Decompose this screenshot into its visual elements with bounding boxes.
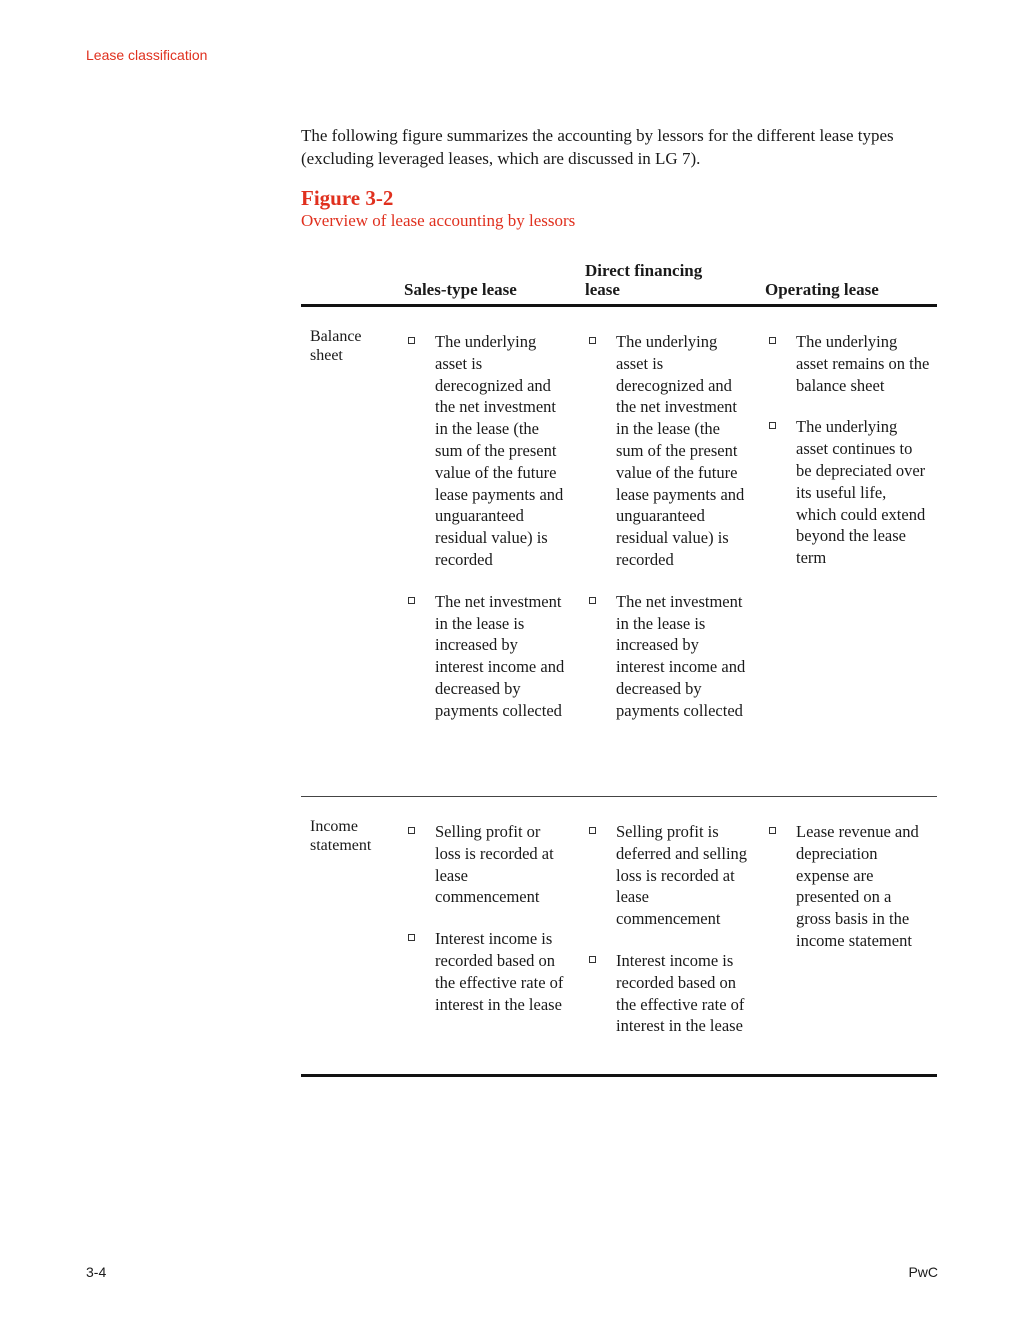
square-bullet-icon: [408, 337, 415, 344]
cell-income-sales-type: [404, 821, 569, 1035]
page-number: 3-4: [86, 1264, 107, 1280]
list-item: The underlying asset remains on the balance sheet: [765, 331, 930, 396]
list-item: Lease revenue and depreciation expense are presented on a gross basis in the income statement: [765, 821, 930, 952]
figure-number: Figure 3-2: [301, 186, 394, 210]
list-item: The net investment in the lease is increased by interest income and decreased by payments collected: [585, 591, 750, 722]
square-bullet-icon: [589, 827, 596, 834]
list-item: The underlying asset is derecognized and the net investment in the lease (the sum of the present value of the future lease payments and unguaranteed residual value) is recorded: [585, 331, 750, 571]
table-row-balance-sheet: [301, 307, 937, 797]
square-bullet-icon: [589, 337, 596, 344]
cell-balance-operating: [765, 331, 930, 589]
square-bullet-icon: [769, 827, 776, 834]
lessor-accounting-table: [301, 250, 937, 1077]
col-header-sales-type: Sales-type lease: [404, 280, 517, 299]
list-item: The underlying asset continues to be depreciated over its useful life, which could extend beyond the lease term: [765, 416, 930, 569]
list-item: The net investment in the lease is increased by interest income and decreased by payments collected: [404, 591, 569, 722]
table-row-income-statement: [301, 797, 937, 1077]
list-item: Selling profit is deferred and selling loss is recorded at lease commencement: [585, 821, 750, 930]
cell-balance-sales-type: [404, 331, 569, 742]
square-bullet-icon: [769, 422, 776, 429]
square-bullet-icon: [408, 934, 415, 941]
row-label-balance-sheet: Balance sheet: [310, 328, 362, 364]
intro-paragraph: The following figure summarizes the accounting by lessors for the different lease types (excluding leveraged leases, which are discussed in LG 7).: [301, 126, 894, 168]
table-header: [301, 250, 937, 307]
square-bullet-icon: [408, 827, 415, 834]
square-bullet-icon: [589, 956, 596, 963]
list-item: The underlying asset is derecognized and the net investment in the lease (the sum of the present value of the future lease payments and unguaranteed residual value) is recorded: [404, 331, 569, 571]
running-header: Lease classification: [86, 47, 208, 63]
square-bullet-icon: [408, 597, 415, 604]
cell-income-operating: [765, 821, 930, 972]
figure-title: Overview of lease accounting by lessors: [301, 211, 576, 230]
list-item: Interest income is recorded based on the effective rate of interest in the lease: [404, 928, 569, 1015]
cell-balance-direct-financing: [585, 331, 750, 742]
row-label-income-statement: Income statement: [310, 818, 372, 854]
list-item: Selling profit or loss is recorded at lease commencement: [404, 821, 569, 908]
col-header-operating: Operating lease: [765, 280, 879, 299]
cell-income-direct-financing: [585, 821, 750, 1057]
footer-brand: PwC: [908, 1264, 938, 1280]
square-bullet-icon: [589, 597, 596, 604]
list-item: Interest income is recorded based on the effective rate of interest in the lease: [585, 950, 750, 1037]
square-bullet-icon: [769, 337, 776, 344]
col-header-direct-financing: Direct financing lease: [585, 261, 703, 299]
